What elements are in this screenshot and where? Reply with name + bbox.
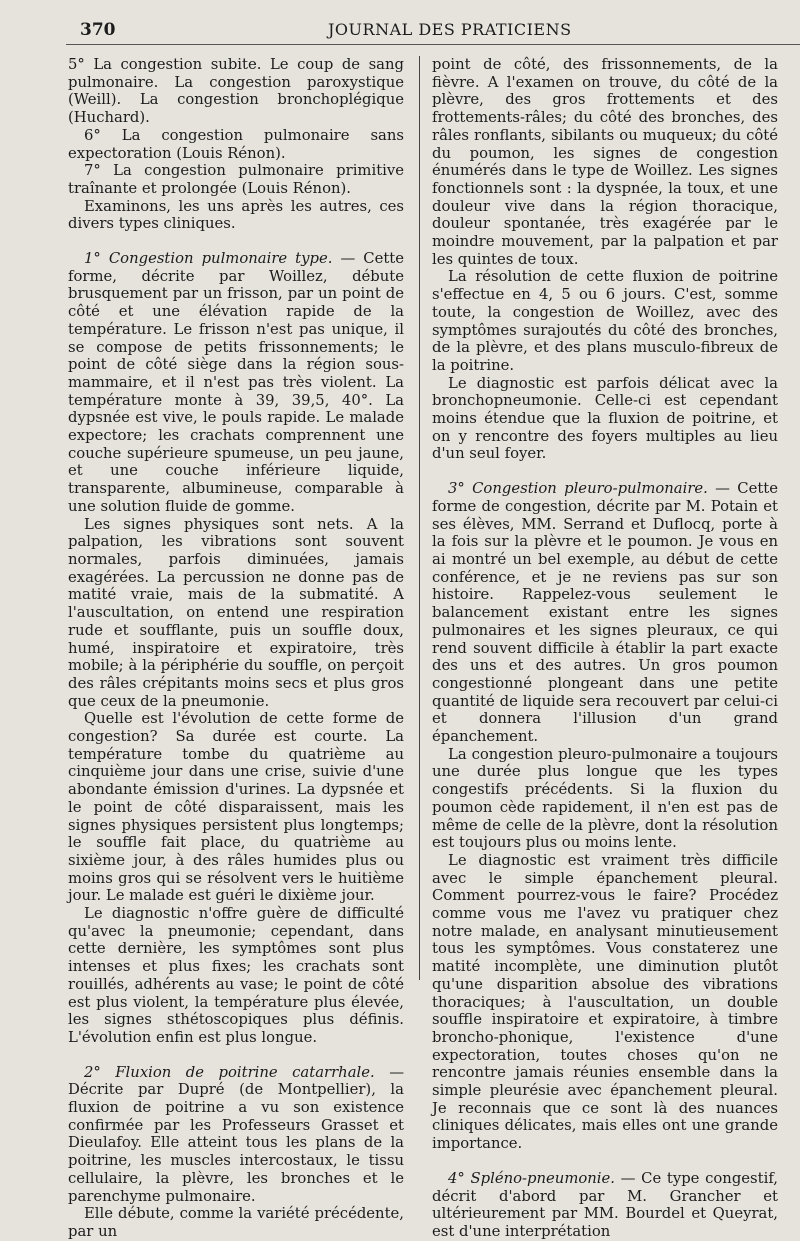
section-heading: 2° Fluxion de poitrine catarrhale.: [84, 1063, 375, 1081]
paragraph: La résolution de cette fluxion de poitrine s'effectue en 4, 5 ou 6 jours. C'est, somme toute, la congestion de Woillez, avec des symptômes surajoutés du côté des bronches, de la plèvre, et des plans musculo-fibreux de la poitrine.: [432, 268, 778, 374]
paragraph: point de côté, des frissonnements, de la fièvre. A l'examen on trouve, du côté de la plèvre, des gros frottements et des frottements-râles; du côté des bronches, des râles ronflants, sibilants ou muqueux; du côté du poumon, les signes de congestion énumérés dans le type de Woillez. Les signes fonctionnels sont : la dyspnée, la toux, et une douleur vive dans la région thoracique, douleur spontanée, très exagérée par le moindre mouvement, par la palpation et par les quintes de toux.: [432, 56, 778, 268]
paragraph: Examinons, les uns après les autres, ces divers types cliniques.: [68, 197, 404, 233]
paragraph: Elle débute, comme la variété précédente, par un: [68, 1205, 404, 1240]
paragraph: 5° La congestion subite. Le coup de sang pulmonaire. La congestion paroxystique (Weill). La congestion bronchoplégique (Huchard).: [68, 56, 404, 127]
paragraph: 7° La congestion pulmonaire primitive traînante et prolongée (Louis Rénon).: [68, 162, 404, 197]
page-header: [80, 18, 780, 44]
section-heading: 1° Congestion pulmonaire type.: [84, 250, 333, 268]
paragraph: 6° La congestion pulmonaire sans expectoration (Louis Rénon).: [68, 126, 404, 162]
journal-title: JOURNAL DES PRATICIENS: [328, 20, 572, 39]
section-paragraph: 3° Congestion pleuro-pulmonaire. — Cette forme de congestion, décrite par M. Potain et ses élèves, MM. Serrand et Duflocq, porte à la fois sur la plèvre et le poumon. Je vous en ai montré un bel exemple, au début de cette conférence, et je ne reviens pas sur son histoire. Rappelez-vous seulement le balancement existant entre les signes pulmonaires et les signes pleuraux, ce qui rend souvent difficile à établir la part exacte des uns et des autres. Un gros poumon congestionné plongeant dans une petite quantité de liquide sera recouvert par celui-ci et donnera l'illusion d'un grand épanchement.: [432, 480, 778, 746]
section-heading: 3° Congestion pleuro-pulmonaire.: [448, 480, 708, 498]
section-paragraph: 4° Spléno-pneumonie. — Ce type congestif, décrit d'abord par M. Grancher et ultérieurement par MM. Bourdel et Queyrat, est d'une interprétation: [432, 1169, 778, 1240]
paragraph: Les signes physiques sont nets. A la palpation, les vibrations sont souvent normales, parfois diminuées, jamais exagérées. La percussion ne donne pas de matité vraie, mais de la submatité. A l'auscultation, on entend une respiration rude et soufflante, puis un souffle doux, humé, inspiratoire et expiratoire, très mobile; à la périphérie du souffle, on perçoit des râles crépitants moins secs et plus gros que ceux de la pneumonie.: [68, 515, 404, 710]
section-paragraph: 2° Fluxion de poitrine catarrhale. — Décrite par Dupré (de Montpellier), la fluxion de poitrine a vu son existence confirmée par les Professeurs Grasset et Dieulafoy. Elle atteint tous les plans de la poitrine, les muscles intercostaux, le tissu cellulaire, la plèvre, les bronches et le parenchyme pulmonaire.: [68, 1063, 404, 1205]
paragraph: Le diagnostic est vraiment très difficile avec le simple épanchement pleural. Comment pourrez-vous le faire? Procédez comme vous me l'avez vu pratiquer chez notre malade, en analysant minutieusement tous les symptômes. Vous constaterez une matité incomplète, une diminution plutôt qu'une disparition absolue des vibrations thoraciques; à l'auscultation, un double souffle inspiratoire et expiratoire, à timbre broncho-phonique, l'existence d'une expectoration, toutes choses qu'on ne rencontre jamais réunies ensemble dans la simple pleurésie avec épanchement pleural. Je reconnais que ce sont là des nuances cliniques délicates, mais elles ont une grande importance.: [432, 851, 778, 1153]
paragraph: Le diagnostic n'offre guère de difficulté qu'avec la pneumonie; cependant, dans cette dernière, les symptômes sont plus intenses et plus fixes; les crachats sont rouillés, adhérents au vase; le point de côté est plus violent, la température plus élevée, les signes sthétoscopiques plus définis. L'évolution enfin est plus longue.: [68, 905, 404, 1046]
paragraph: La congestion pleuro-pulmonaire a toujours une durée plus longue que les types congestifs précédents. Si la fluxion du poumon cède rapidement, il n'en est pas de même de celle de la plèvre, dont la résolution est toujours plus ou moins lente.: [432, 745, 778, 852]
section-paragraph: 1° Congestion pulmonaire type. — Cette forme, décrite par Woillez, débute brusquement par un frisson, par un point de côté et une élévation rapide de la température. Le frisson n'est pas unique, il se compose de petits frissonnements; le point de côté siège dans la région sous-mammaire, et il n'est pas très violent. La température monte à 39, 39,5, 40°. La dypsnée est vive, le pouls rapide. Le malade expectore; les crachats comprennent une couche supérieure spumeuse, un peu jaune, et une couche inférieure liquide, transparente, albumineuse, comparable à une solution fluide de gomme.: [68, 250, 404, 515]
paragraph: Le diagnostic est parfois délicat avec la bronchopneumonie. Celle-ci est cependant moins étendue que la fluxion de poitrine, et on y rencontre des foyers multiples au lieu d'un seul foyer.: [432, 374, 778, 463]
section-heading: 4° Spléno-pneumonie.: [448, 1169, 615, 1187]
paragraph: Quelle est l'évolution de cette forme de congestion? Sa durée est courte. La température tombe du quatrième au cinquième jour dans une crise, suivie d'une abondante émission d'urines. La dypsnée et le point de côté disparaissent, mais les signes physiques persistent plus longtemps; le souffle fait place, du quatrième au sixième jour, à des râles humides plus ou moins gros qui se résolvent vers le huitième jour. Le malade est guéri le dixième jour.: [68, 710, 404, 905]
right-column: [432, 56, 778, 1241]
page-number: 370: [80, 20, 116, 40]
column-divider: [419, 56, 420, 980]
header-rule: [66, 44, 800, 45]
left-column: [68, 56, 404, 1241]
